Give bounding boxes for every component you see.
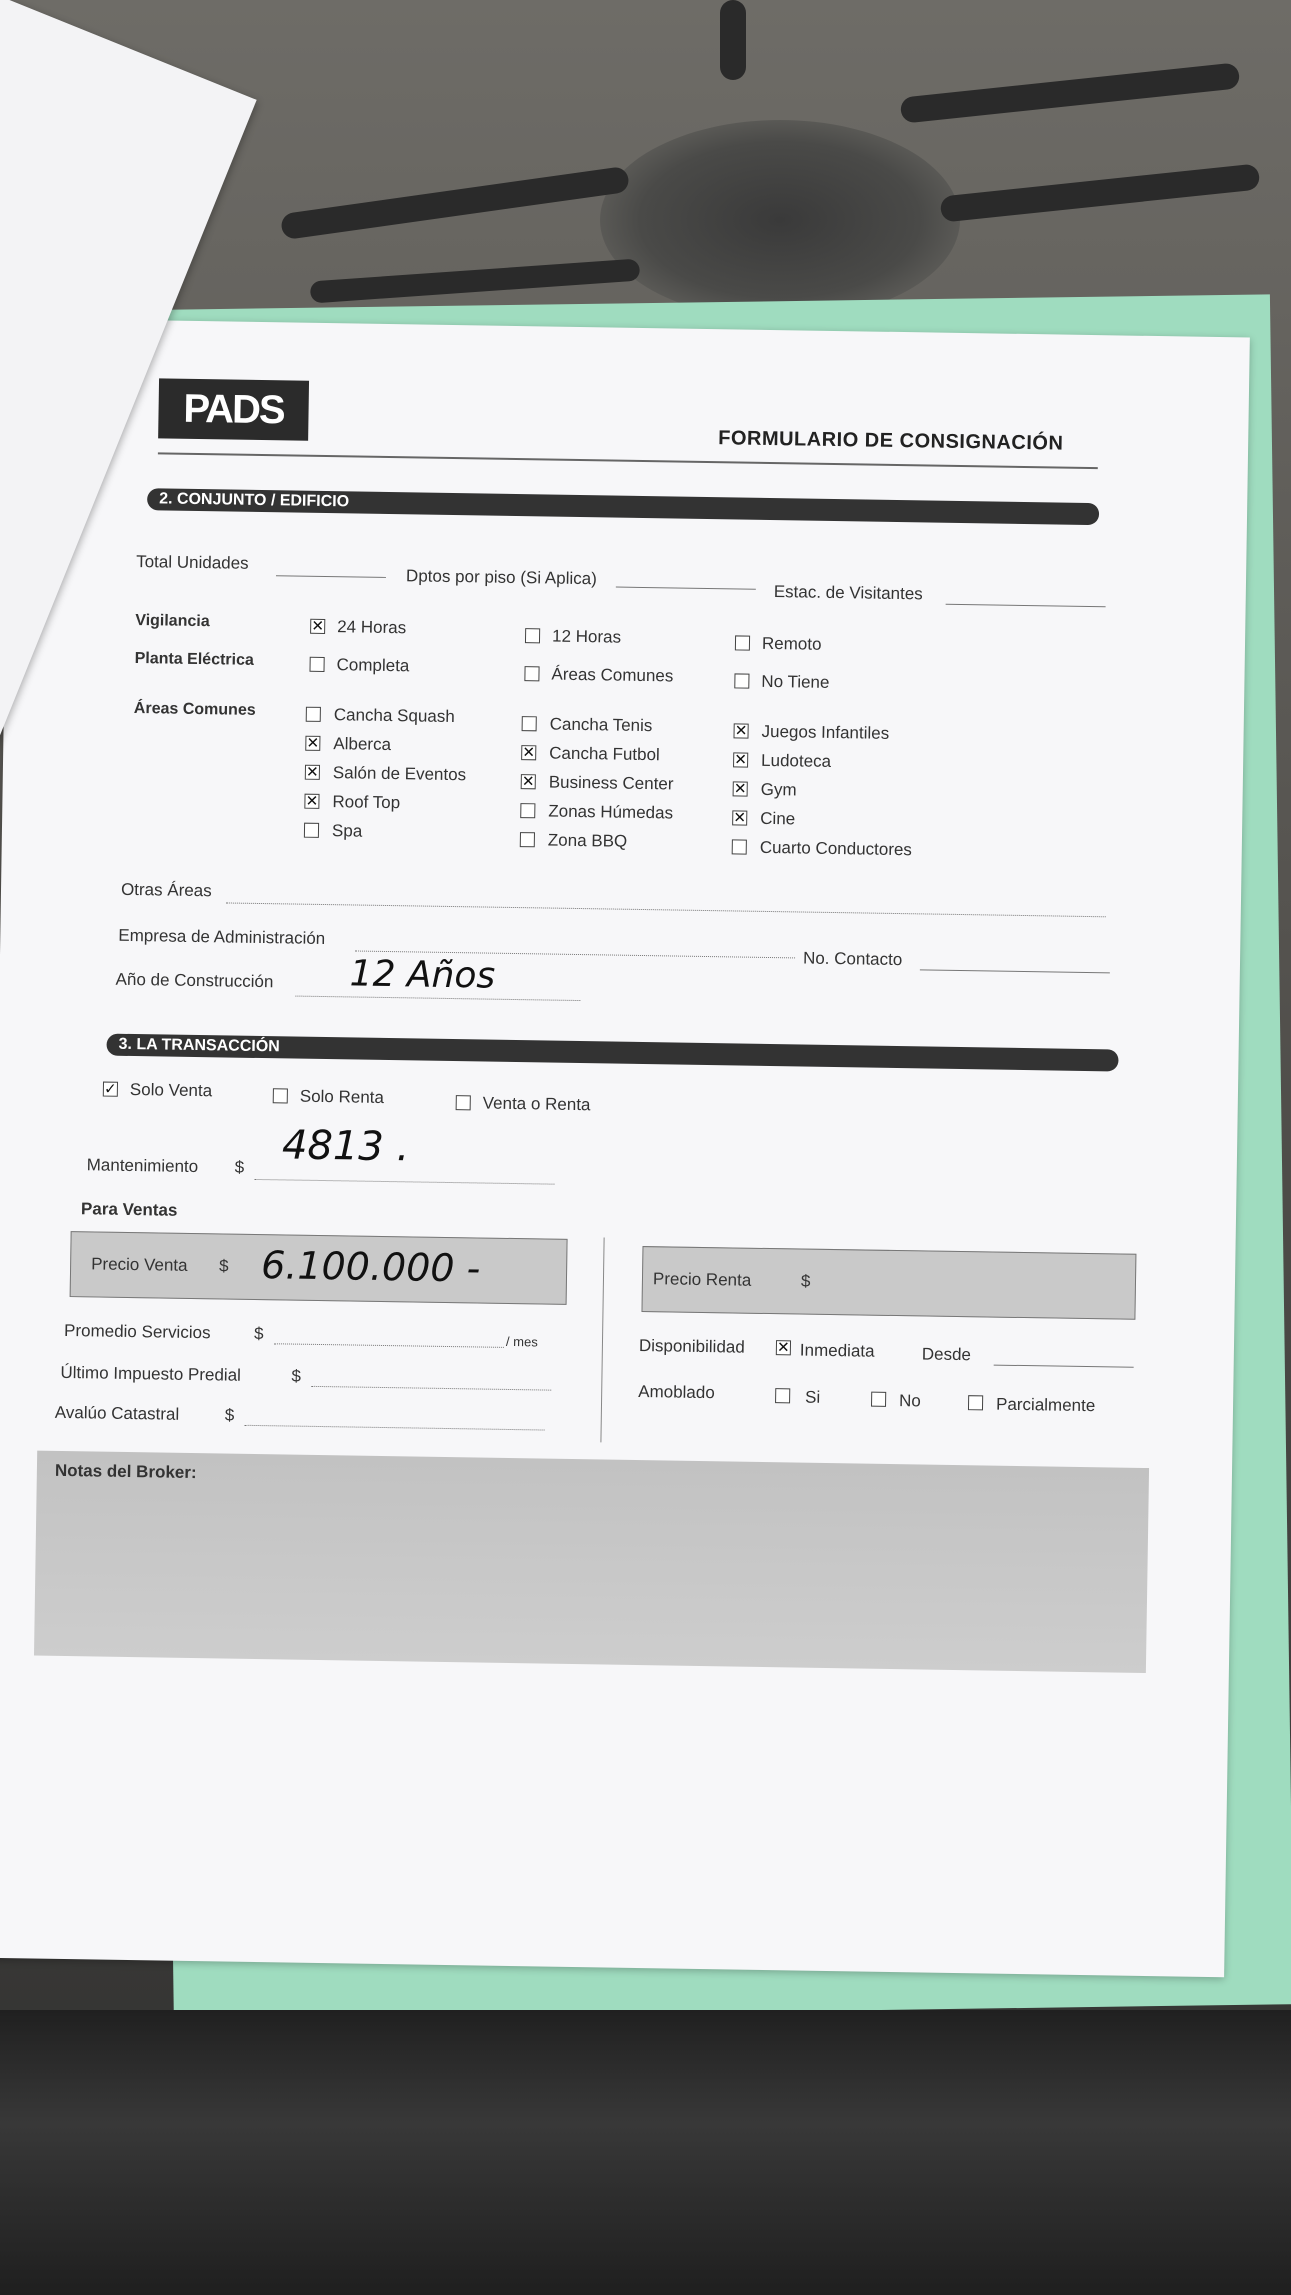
stove-front <box>0 2010 1291 2295</box>
notas-broker-box[interactable] <box>34 1451 1149 1673</box>
solo-venta-checkbox[interactable]: ✓ <box>103 1080 117 1098</box>
planta-areas-checkbox[interactable] <box>524 666 539 681</box>
disponibilidad-label: Disponibilidad <box>638 1336 745 1357</box>
area-checkbox[interactable]: ✕ <box>734 751 748 769</box>
precio-renta-label: Precio Renta <box>652 1269 752 1290</box>
area-checkbox[interactable] <box>304 823 319 838</box>
stove-grate <box>900 62 1241 123</box>
area-checkbox[interactable]: ✕ <box>733 780 747 798</box>
vigilancia-12h-label: 12 Horas <box>551 626 622 647</box>
solo-venta-label: Solo Venta <box>129 1079 213 1101</box>
area-label: Spa <box>331 821 363 841</box>
amoblado-no-label: No <box>898 1391 921 1411</box>
area-label: Roof Top <box>332 792 401 813</box>
area-label: Cancha Tenis <box>549 714 653 736</box>
form-sheet <box>0 318 1250 1977</box>
amoblado-no-checkbox[interactable] <box>871 1392 886 1407</box>
area-label: Alberca <box>333 734 392 755</box>
precio-venta-handwritten: 6.100.000 - <box>260 1243 481 1291</box>
dptos-label: Dptos por piso (Si Aplica) <box>405 566 598 589</box>
area-checkbox[interactable] <box>732 839 747 854</box>
stove-grate <box>940 163 1261 222</box>
total-unidades-label: Total Unidades <box>136 552 249 573</box>
precio-venta-box[interactable] <box>70 1231 568 1305</box>
area-checkbox[interactable]: ✕ <box>734 722 748 740</box>
venta-o-renta-label: Venta o Renta <box>482 1093 591 1115</box>
planta-notiene-label: No Tiene <box>761 671 830 692</box>
venta-o-renta-checkbox[interactable] <box>456 1095 471 1110</box>
area-checkbox[interactable]: ✕ <box>306 734 320 752</box>
mantenimiento-field[interactable] <box>254 1178 554 1185</box>
ultimo-impuesto-field[interactable] <box>311 1385 551 1391</box>
area-checkbox[interactable]: ✕ <box>733 809 747 827</box>
area-checkbox[interactable]: ✕ <box>305 792 319 810</box>
mantenimiento-currency: $ <box>234 1157 245 1177</box>
amoblado-label: Amoblado <box>638 1382 715 1403</box>
amoblado-parcial-label: Parcialmente <box>995 1394 1096 1416</box>
area-label: Zonas Húmedas <box>548 801 674 823</box>
inmediata-checkbox[interactable]: ✕ <box>776 1339 790 1357</box>
areas-comunes-label: Áreas Comunes <box>133 699 256 719</box>
title-divider <box>158 452 1098 469</box>
area-checkbox[interactable]: ✕ <box>305 763 319 781</box>
avaluo-field[interactable] <box>245 1424 545 1431</box>
estac-field[interactable] <box>946 603 1106 608</box>
area-checkbox[interactable] <box>520 803 535 818</box>
avaluo-label: Avalúo Catastral <box>54 1402 180 1424</box>
promedio-servicios-currency: $ <box>253 1323 264 1344</box>
vigilancia-remoto-label: Remoto <box>761 633 822 654</box>
promedio-servicios-field[interactable] <box>274 1342 504 1348</box>
area-label: Cancha Futbol <box>549 743 660 765</box>
section-3-header: 3. LA TRANSACCIÓN <box>106 1034 1118 1072</box>
no-contacto-field[interactable] <box>920 968 1110 973</box>
pads-logo: PADS <box>158 378 309 440</box>
desde-label: Desde <box>921 1344 972 1365</box>
mantenimiento-handwritten: 4813 . <box>281 1122 410 1171</box>
area-label: Cancha Squash <box>333 705 455 727</box>
area-checkbox[interactable] <box>306 707 321 722</box>
precio-renta-currency: $ <box>800 1271 811 1291</box>
no-contacto-label: No. Contacto <box>802 948 903 970</box>
stove-grate <box>280 166 630 240</box>
planta-completa-label: Completa <box>336 655 410 676</box>
area-checkbox[interactable]: ✕ <box>521 773 535 791</box>
area-checkbox[interactable] <box>520 832 535 847</box>
avaluo-currency: $ <box>224 1405 235 1425</box>
anio-handwritten: 12 Años <box>349 953 496 997</box>
ultimo-impuesto-currency: $ <box>291 1366 302 1386</box>
area-label: Salón de Eventos <box>332 763 467 785</box>
stove-grate <box>310 259 641 304</box>
vigilancia-12h-checkbox[interactable] <box>525 628 540 643</box>
vigilancia-24h-label: 24 Horas <box>337 617 407 638</box>
vigilancia-24h-checkbox[interactable]: ✕ <box>311 617 325 635</box>
total-unidades-field[interactable] <box>276 574 386 578</box>
area-label: Ludoteca <box>760 750 832 771</box>
solo-renta-label: Solo Renta <box>299 1086 385 1107</box>
amoblado-si-label: Si <box>804 1387 821 1407</box>
vigilancia-remoto-checkbox[interactable] <box>735 635 750 650</box>
ultimo-impuesto-label: Último Impuesto Predial <box>60 1362 242 1385</box>
area-label: Business Center <box>548 772 674 794</box>
planta-label: Planta Eléctrica <box>134 650 254 669</box>
planta-completa-checkbox[interactable] <box>309 657 324 672</box>
section-2-header: 2. CONJUNTO / EDIFICIO <box>147 488 1099 525</box>
solo-renta-checkbox[interactable] <box>273 1088 288 1103</box>
stove-grate <box>720 0 746 80</box>
mantenimiento-label: Mantenimiento <box>86 1155 199 1177</box>
planta-areas-label: Áreas Comunes <box>551 664 674 686</box>
dptos-field[interactable] <box>616 586 756 590</box>
area-label: Gym <box>760 779 797 800</box>
planta-notiene-checkbox[interactable] <box>734 673 749 688</box>
inmediata-label: Inmediata <box>799 1340 875 1361</box>
vigilancia-label: Vigilancia <box>135 612 210 631</box>
form-title: FORMULARIO DE CONSIGNACIÓN <box>718 427 1064 455</box>
empresa-admin-label: Empresa de Administración <box>118 925 326 949</box>
promedio-servicios-label: Promedio Servicios <box>63 1320 211 1343</box>
area-label: Cuarto Conductores <box>759 837 913 860</box>
amoblado-si-checkbox[interactable] <box>775 1388 790 1403</box>
area-label: Cine <box>760 808 796 829</box>
otras-areas-field[interactable] <box>226 901 1106 917</box>
area-label: Juegos Infantiles <box>761 721 890 743</box>
precio-renta-box[interactable] <box>641 1246 1136 1320</box>
precio-venta-currency: $ <box>218 1256 229 1276</box>
stove-burner <box>600 120 960 320</box>
area-checkbox[interactable] <box>522 716 537 731</box>
precio-venta-label: Precio Venta <box>91 1254 188 1275</box>
area-label: Zona BBQ <box>547 830 628 851</box>
anio-construccion-label: Año de Construcción <box>115 969 274 992</box>
column-divider <box>600 1237 604 1442</box>
otras-areas-label: Otras Áreas <box>120 879 212 901</box>
notas-broker-label: Notas del Broker: <box>54 1460 197 1483</box>
area-checkbox[interactable]: ✕ <box>522 744 536 762</box>
amoblado-parcial-checkbox[interactable] <box>968 1395 983 1410</box>
per-mes-label: / mes <box>505 1333 538 1350</box>
desde-field[interactable] <box>994 1364 1134 1368</box>
estac-label: Estac. de Visitantes <box>773 582 923 604</box>
para-ventas-label: Para Ventas <box>80 1199 178 1220</box>
